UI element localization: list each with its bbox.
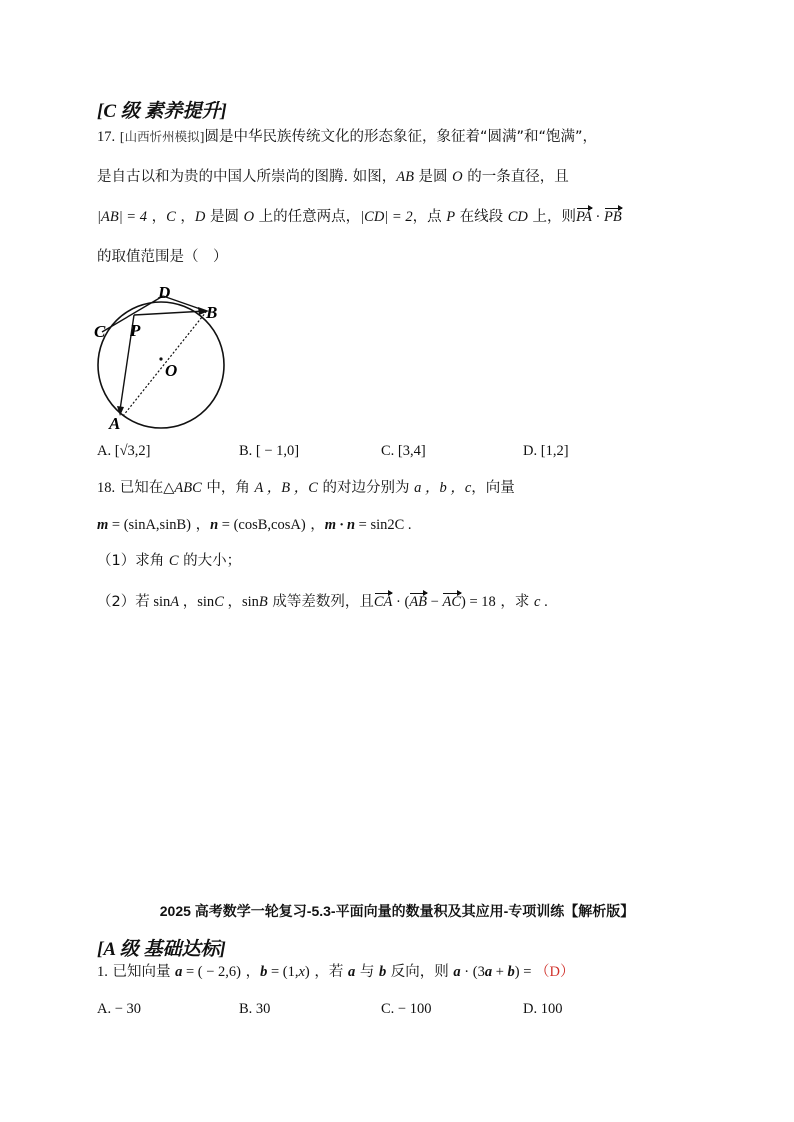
q18-part2-a: A	[170, 594, 180, 610]
label-d: D	[158, 283, 171, 302]
q1-expr-close: ) =	[514, 964, 536, 980]
q18-sides: a ，b ，c	[414, 480, 472, 496]
q18-part2-end: .	[540, 594, 548, 610]
q17-o: O	[452, 169, 463, 185]
q17-circle-figure	[88, 278, 238, 434]
q17-line-1	[97, 127, 597, 147]
q1-line: 1. 已知向量 a = ( − 2,6) ，b = (1,x) ，若 a 与 b 反向，则 a · (3a + b) = （D）	[97, 964, 575, 980]
section-c-heading: [C 级 素养提升]	[97, 101, 227, 122]
q1-vec-b: b	[260, 964, 268, 980]
label-o: O	[165, 361, 178, 380]
q18-vec-m: m	[97, 517, 109, 533]
q18-period: .	[404, 517, 412, 533]
q17-number: 17.	[97, 129, 116, 145]
q17-ab: AB	[396, 169, 414, 185]
label-b: B	[206, 303, 218, 322]
q18-part2-cvar: c	[534, 594, 541, 610]
q18-part2-ask: ，求	[495, 594, 535, 610]
q17-source-tag: [山西忻州模拟]	[119, 129, 205, 144]
q18-part2-b: B	[258, 594, 268, 610]
q1-b-value: = (1,	[267, 964, 299, 980]
q1-text-d: 反向，则	[386, 964, 454, 980]
option-value: − 30	[114, 1001, 142, 1017]
q17-text-1: 圆是中华民族传统文化的形态象征，象征着“圆满”和“饱满”，	[204, 129, 598, 145]
q18-text-1d: ，向量	[471, 480, 515, 496]
option-letter: C.	[381, 1001, 395, 1017]
q1-expr-plus: +	[492, 964, 508, 980]
q18-part2-text: 成等差数列，且	[267, 594, 374, 610]
center-point	[159, 357, 162, 360]
q17-text-2b: 是圆	[413, 169, 453, 185]
q17-text-3b: 上的任意两点，	[254, 209, 361, 225]
q17-option-d	[523, 443, 569, 460]
q1-answer: D	[549, 964, 561, 980]
q1-vec-b3: b	[507, 964, 515, 980]
q17-c: C	[166, 209, 176, 225]
q1-answer-open: （	[535, 964, 550, 980]
q18-part-2: （2）若 sinA ，sinC ，sinB 成等差数列，且CA · (AB − AC) = 18 ，求 c .	[97, 594, 548, 610]
q17-p: P	[446, 209, 456, 225]
q18-number: 18.	[97, 480, 116, 496]
q18-part1-label: （1）	[97, 553, 136, 569]
label-c: C	[94, 322, 106, 341]
option-value: 30	[255, 1001, 271, 1017]
q1-vec-a2: a	[347, 964, 356, 980]
q1-x: x	[298, 964, 305, 980]
q17-vec-pb: PB	[603, 209, 622, 225]
q18-part2-sin-a: 若 sin	[135, 594, 171, 610]
q1-option-d	[523, 1001, 562, 1018]
q17-line-2	[97, 167, 569, 187]
option-letter: D.	[523, 443, 538, 459]
q1-option-c	[381, 1001, 431, 1018]
option-letter: D.	[523, 1001, 538, 1017]
option-value: [√3,2]	[114, 443, 151, 459]
q17-vec-pa: PA	[576, 209, 592, 225]
q1-text-b: ，若	[309, 964, 348, 980]
q18-n-value: = (cosB,cosA)	[218, 517, 306, 533]
q17-line-4: 的取值范围是（ ）	[97, 249, 228, 265]
q18-m-value: = (sinA,sinB)	[108, 517, 191, 533]
option-letter: B.	[239, 443, 253, 459]
q18-text-1a: 已知在△	[119, 480, 175, 496]
q1-text-a: 已知向量	[112, 964, 176, 980]
q18-vec-n: n	[210, 517, 219, 533]
q18-text-1c: 的对边分别为	[317, 480, 415, 496]
label-a: A	[109, 414, 121, 433]
q1-option-a	[97, 1001, 141, 1018]
q1-number: 1.	[97, 964, 108, 980]
q17-text-2: 是自古以和为贵的中国人所崇尚的图腾. 如图，	[97, 169, 397, 185]
q1-answer-close: ）	[560, 964, 575, 980]
q18-part1-text-b: 的大小；	[178, 553, 242, 569]
option-value: − 100	[397, 1001, 432, 1017]
q1-vec-a4: a	[484, 964, 493, 980]
q18-vec-ab: AB	[409, 594, 428, 610]
q1-vec-b2: b	[378, 964, 387, 980]
option-value: 100	[540, 1001, 563, 1017]
q18-angles: A ，B ，C	[254, 480, 318, 496]
q17-line-3: |AB| = 4 ，C ，D 是圆 O 上的任意两点，|CD| = 2，点 P 在线段 CD 上，则PA · PB	[97, 209, 622, 225]
q18-part2-label: （2）	[97, 594, 136, 610]
q17-o2: O	[243, 209, 255, 225]
q18-part1-c: C	[168, 553, 179, 569]
q18-part-1	[97, 551, 241, 571]
q18-line-1	[97, 478, 515, 498]
option-letter: B.	[239, 1001, 253, 1017]
q1-expr-a: · (3	[460, 964, 485, 980]
q18-part2-sin-c: ，sin	[179, 594, 215, 610]
q17-option-a	[97, 443, 150, 460]
q18-vec-ca: CA	[373, 594, 393, 610]
q18-part2-sin-b: ，sin	[223, 594, 259, 610]
q18-part2-c: C	[214, 594, 224, 610]
option-value: [1,2]	[540, 443, 569, 459]
q18-line-2: m = (sinA,sinB) ，n = (cosB,cosA) ，m · n = sin2C .	[97, 517, 412, 533]
section-a-heading: [A 级 基础达标]	[97, 939, 226, 960]
q17-option-b	[239, 443, 299, 460]
q17-ab-abs: |AB| = 4	[97, 209, 147, 225]
q18-part1-text-a: 求角	[135, 553, 169, 569]
q17-cd-abs: |CD| = 2	[360, 209, 413, 225]
q1-option-b	[239, 1001, 270, 1018]
q17-text-3a: 是圆	[205, 209, 244, 225]
q18-abc: ABC	[174, 480, 202, 496]
option-value: [ − 1,0]	[255, 443, 300, 459]
q1-text-c: 与	[355, 964, 379, 980]
q18-mn-value: = sin2C	[355, 517, 405, 533]
q18-part2-eq: = 18	[465, 594, 496, 610]
document-title: 2025 高考数学一轮复习-5.3-平面向量的数量积及其应用-专项训练【解析版】	[159, 903, 635, 919]
q1-vec-a3: a	[453, 964, 461, 980]
q17-d: D	[194, 209, 206, 225]
q1-vec-a: a	[175, 964, 183, 980]
option-letter: A.	[97, 1001, 112, 1017]
q1-b-close: )	[304, 964, 310, 980]
q17-text-3d: 在线段	[455, 209, 508, 225]
q1-a-value: = ( − 2,6)	[182, 964, 241, 980]
label-p: P	[130, 321, 141, 340]
option-letter: A.	[97, 443, 112, 459]
q17-text-3c: ，点	[412, 209, 447, 225]
q17-option-c	[381, 443, 426, 460]
q17-text-3e: 上，则	[527, 209, 577, 225]
q17-text-2c: 的一条直径，且	[462, 169, 569, 185]
q18-dot-mn: m · n	[324, 517, 356, 533]
option-letter: C.	[381, 443, 395, 459]
option-value: [3,4]	[397, 443, 426, 459]
q18-vec-ac: AC	[442, 594, 462, 610]
q18-text-1b: 中，角	[201, 480, 255, 496]
q17-cd: CD	[507, 209, 528, 225]
